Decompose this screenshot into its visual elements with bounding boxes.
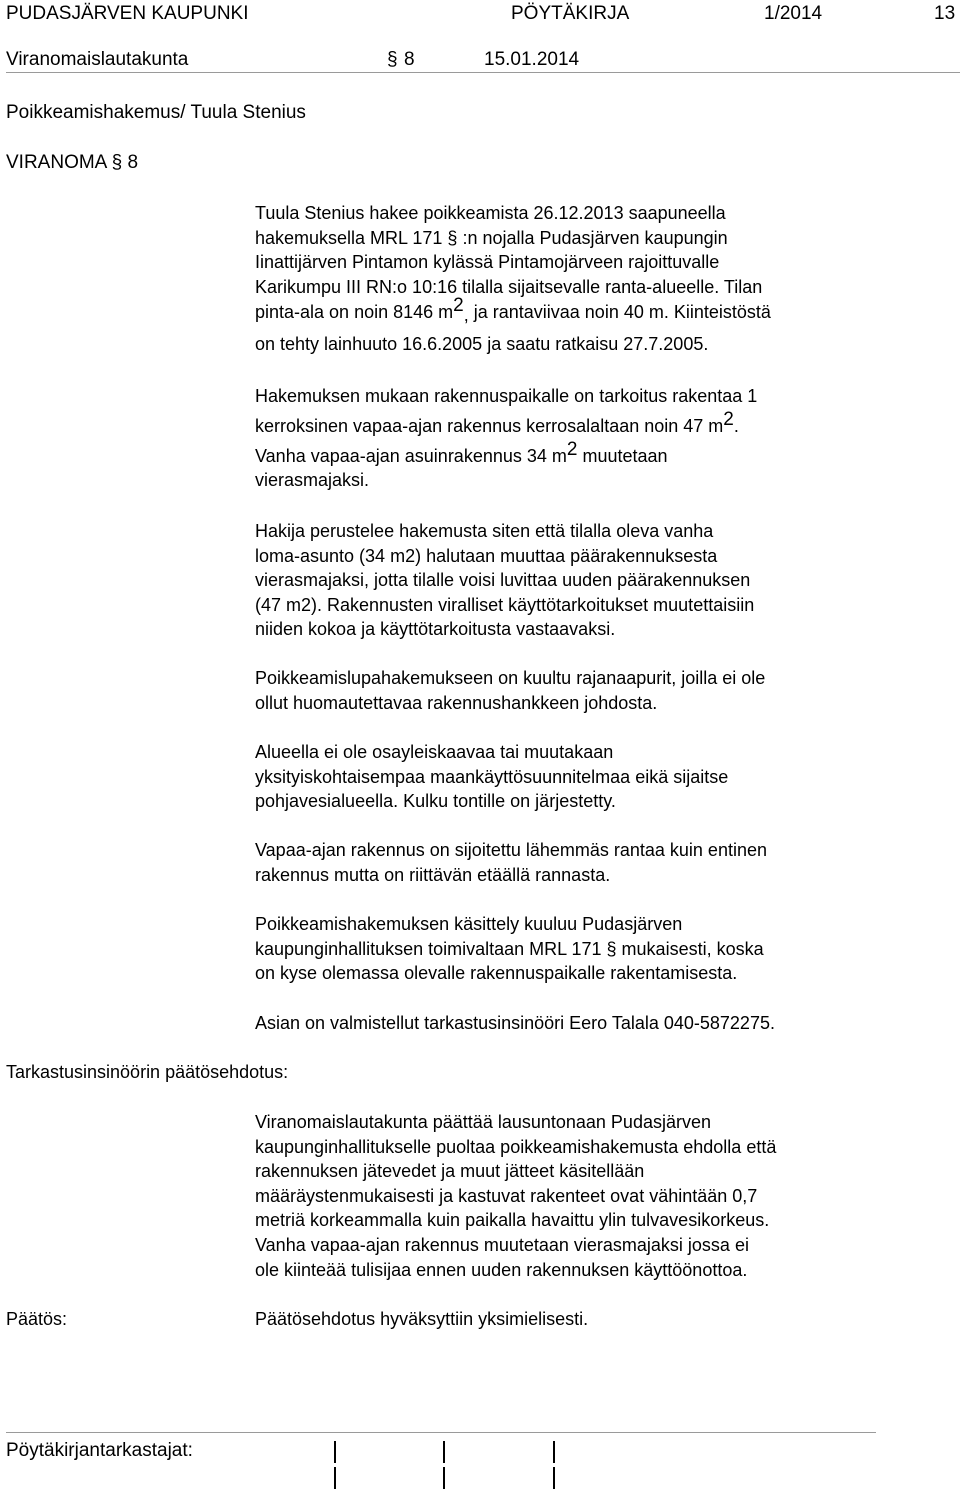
- footer-rule: [6, 1432, 876, 1433]
- text-line: Vanha vapaa-ajan rakennus muutetaan vierasmajaksi jossa ei: [255, 1234, 749, 1255]
- preparer-line: Asian on valmistellut tarkastusinsinööri Eero Talala 040-5872275.: [255, 1013, 775, 1033]
- signature-field-divider: [553, 1441, 555, 1463]
- signature-field-divider: [334, 1441, 336, 1463]
- text-line: (47 m2). Rakennusten viralliset käyttötarkoitukset muutettaisiin: [255, 594, 755, 615]
- text-line: Poikkeamislupahakemukseen on kuultu rajanaapurit, joilla ei ole: [255, 668, 766, 688]
- matter-title: Poikkeamishakemus/ Tuula Stenius: [6, 102, 306, 123]
- text-line: rakennus mutta on riittävän etäällä rannasta.: [255, 864, 611, 885]
- paragraph-neighbours: [255, 666, 945, 715]
- matter-ref-number: 8: [127, 152, 139, 173]
- page-number: 13: [934, 3, 956, 24]
- floor-area-superscript: 2: [723, 409, 734, 430]
- org-name: PUDASJÄRVEN KAUPUNKI: [6, 3, 249, 24]
- paragraph-application: [255, 201, 945, 299]
- old-building-superscript: 2: [566, 439, 578, 460]
- text-line: vierasmajaksi, jotta tilalle voisi luvittaa uuden päärakennuksen: [255, 570, 751, 591]
- doc-number: 1/2014: [764, 3, 823, 24]
- shoreline-text: ja rantaviivaa noin 40 m. Kiinteistöstä: [468, 302, 771, 322]
- text-line: määräystenmukaisesti ja kastuvat rakenteet ovat vähintään 0,7: [255, 1185, 758, 1206]
- text-line: Karikumpu III RN:o 10:16 tilalla sijaitsevalle ranta-alueelle. Tilan: [255, 276, 763, 297]
- paragraph-justification: [255, 519, 945, 642]
- header-rule: [6, 72, 960, 73]
- matter-ref: [6, 152, 138, 174]
- proposal-label: Tarkastusinsinöörin päätösehdotus:: [6, 1062, 289, 1082]
- text-line: Poikkeamishakemuksen käsittely kuuluu Pudasjärven: [255, 914, 683, 934]
- old-building-text: Vanha vapaa-ajan asuinrakennus 34 m: [255, 446, 567, 466]
- text-line: Hakija perustelee hakemusta siten että tilalla oleva vanha: [255, 521, 714, 541]
- text-line: loma-asunto (34 m2) halutaan muuttaa päärakennuksesta: [255, 545, 718, 566]
- paragraph-competence: [255, 912, 945, 986]
- meeting-date: 15.01.2014: [484, 49, 580, 70]
- text-line: vierasmajaksi.: [255, 470, 370, 490]
- doc-type: PÖYTÄKIRJA: [511, 3, 630, 24]
- signature-field-divider: [443, 1467, 445, 1489]
- text-line: [255, 439, 668, 468]
- text-line: Tuula Stenius hakee poikkeamista 26.12.2013 saapuneella: [255, 203, 726, 223]
- paragraph-zoning: [255, 740, 945, 814]
- floor-area-period: .: [733, 416, 739, 436]
- text-line: kaupunginhallitukselle puoltaa poikkeamishakemusta ehdolla että: [255, 1136, 777, 1157]
- floor-area-text: kerroksinen vapaa-ajan rakennus kerrosalaltaan noin 47 m: [255, 416, 724, 436]
- text-line: Hakemuksen mukaan rakennuspaikalle on tarkoitus rakentaa 1: [255, 386, 758, 406]
- text-line-area: [255, 295, 771, 325]
- section-icon: §: [387, 49, 398, 70]
- text-line: niiden kokoa ja käyttötarkoitusta vastaavaksi.: [255, 619, 616, 640]
- section-icon: §: [111, 152, 123, 173]
- section-number: 8: [404, 49, 415, 70]
- text-line: yksityiskohtaisempaa maankäyttösuunnitelmaa eikä sijaitse: [255, 766, 729, 787]
- text-line: kaupunginhallituksen toimivaltaan MRL 171 § mukaisesti, koska: [255, 938, 764, 959]
- checkers-label: Pöytäkirjantarkastajat:: [6, 1440, 193, 1461]
- decision-label: Päätös:: [6, 1309, 68, 1329]
- text-line: rakennuksen jätevedet ja muut jätteet käsitellään: [255, 1161, 645, 1182]
- text-line: on kyse olemassa olevalle rakennuspaikalle rakentamisesta.: [255, 963, 738, 984]
- matter-ref-label: VIRANOMA: [6, 152, 107, 173]
- text-line: metriä korkeammalla kuin paikalla havaittu ylin tulvavesikorkeus.: [255, 1210, 770, 1231]
- area-comma: ,: [463, 305, 469, 325]
- text-line: ollut huomautettavaa rakennushankkeen johdosta.: [255, 692, 658, 713]
- text-line: Viranomaislautakunta päättää lausuntonaan Pudasjärven: [255, 1112, 711, 1132]
- signature-field-divider: [443, 1441, 445, 1463]
- text-line: Vapaa-ajan rakennus on sijoitettu lähemmäs rantaa kuin entinen: [255, 840, 767, 860]
- decision-text: Päätösehdotus hyväksyttiin yksimielisesti.: [255, 1309, 589, 1329]
- text-line: on tehty lainhuuto 16.6.2005 ja saatu ratkaisu 27.7.2005.: [255, 334, 709, 354]
- proposal-text: [255, 1110, 945, 1282]
- signature-field-divider: [553, 1467, 555, 1489]
- text-line: pohjavesialueella. Kulku tontille on järjestetty.: [255, 791, 616, 812]
- old-building-tail: muutetaan: [577, 446, 668, 466]
- text-line: hakemuksella MRL 171 § :n nojalla Pudasjärven kaupungin: [255, 227, 728, 248]
- text-line: Iinattijärven Pintamon kylässä Pintamojärveen rajoittuvalle: [255, 252, 720, 273]
- area-superscript: 2: [453, 295, 464, 316]
- text-line: Alueella ei ole osayleiskaavaa tai muutakaan: [255, 742, 614, 762]
- paragraph-location: [255, 838, 945, 887]
- text-line: ole kiinteää tulisijaa ennen uuden rakennuksen käyttöönottoa.: [255, 1259, 748, 1280]
- signature-field-divider: [334, 1467, 336, 1489]
- text-line: [255, 409, 739, 438]
- area-text: pinta-ala on noin 8146 m: [255, 302, 454, 322]
- board-name: Viranomaislautakunta: [6, 49, 189, 70]
